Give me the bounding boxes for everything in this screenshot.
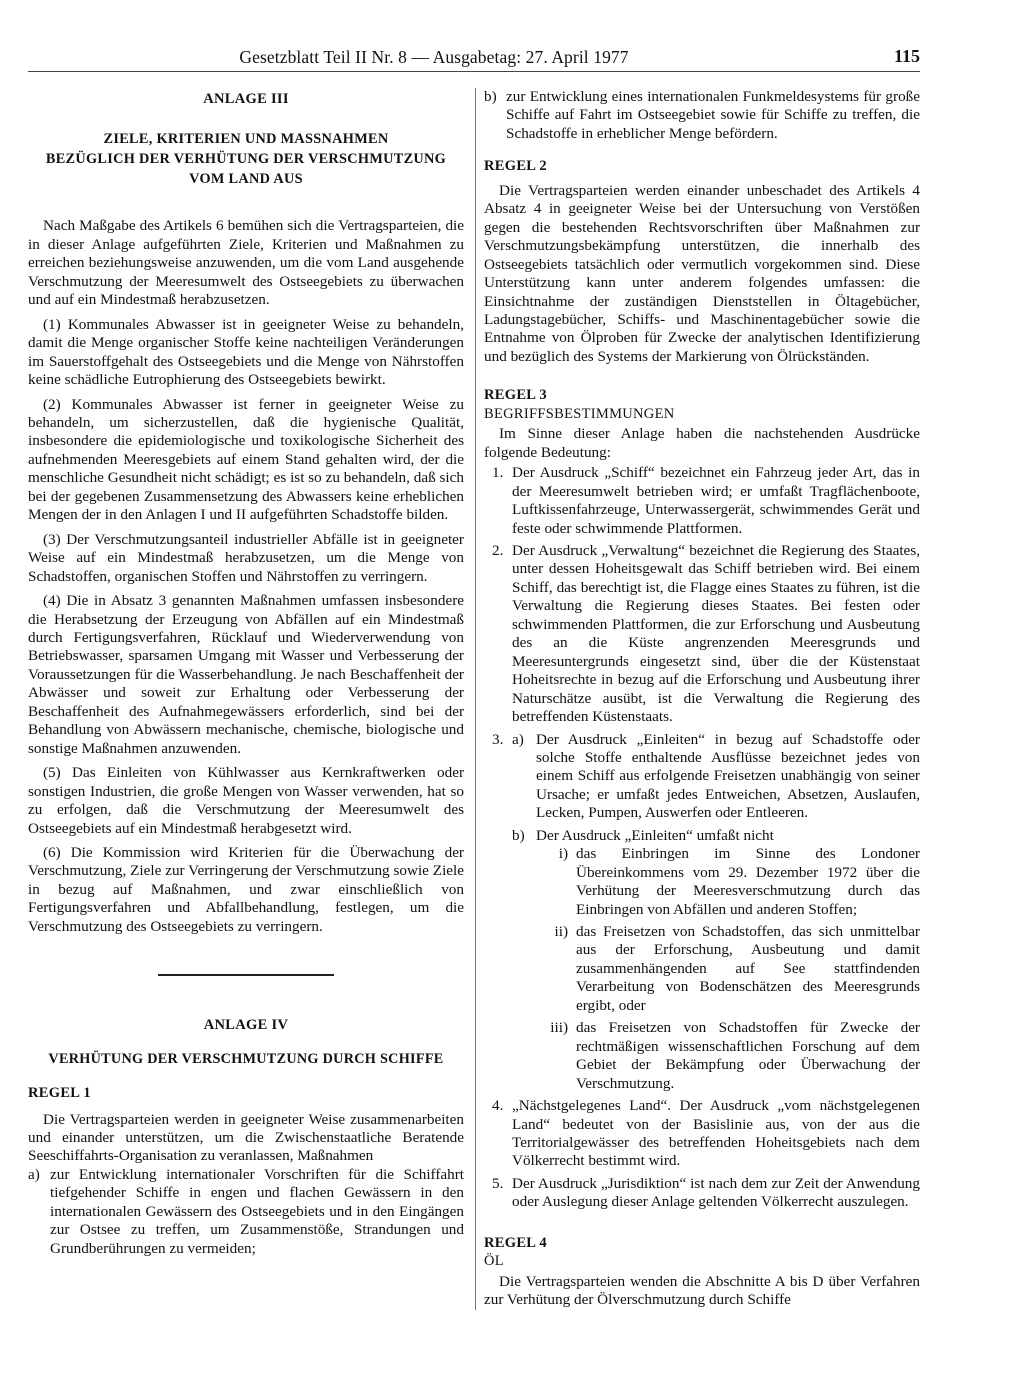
regel-3-heading: REGEL 3 bbox=[484, 387, 547, 404]
definition-5-text: Der Ausdruck „Jurisdiktion“ ist nach dem zur Zeit der Anwendung oder Auslegung dieser Anlage geltenden Völkerrecht auszulegen. bbox=[512, 1174, 920, 1211]
regel-1-item-a bbox=[28, 1166, 464, 1258]
anlage-3-paragraph-1: (1) Kommunales Abwasser ist in geeigneter Weise zu behandeln, damit die Menge organischer Stoffe keine nachteiligen Veränderungen im Sauerstoffgehalt des Ostseegebiets und die Menge von Nährstoffen keine schädliche Eutrophierung des Ostseegebiets bewirkt. bbox=[28, 315, 464, 389]
regel-4-subheading: ÖL bbox=[484, 1253, 504, 1270]
anlage-3-intro: Nach Maßgabe des Artikels 6 bemühen sich die Vertragsparteien, die in dieser Anlage aufgeführten Ziele, Kriterien und Maßnahmen zu erreichen beziehungsweise anzuwenden, um die vom Land ausgehende Verschmutzung der Meeresumwelt des Ostseegebiets zu überwachen und auf ein Mindestmaß herabzusetzen. bbox=[28, 217, 464, 309]
definition-3b-ii-label: ii) bbox=[554, 923, 568, 941]
definition-3a-label: a) bbox=[512, 730, 524, 748]
anlage-3-paragraph-4: (4) Die in Absatz 3 genannten Maßnahmen umfassen insbesondere die Herabsetzung der Erzeugung von Abfällen auf ein Mindestmaß durch Fertigungsverfahren, Rücklauf und Wiederverwendung von Betriebswasser, sparsamen Umgang mit Wasser und Verbesserung der Voraussetzungen für die Wasserbehandlung. Je nach Beschaffenheit der Abwässer und soweit zur Erhaltung oder Verbesserung der Beschaffenheit des Aufnahmegewässers erforderlich, sind bei der Behandlung von Abwässern mechanische, chemische, biologische und sonstige Maßnahmen anzuwenden. bbox=[28, 592, 464, 757]
definition-3b-iii-text: das Freisetzen von Schadstoffen für Zwecke der rechtmäßigen wissenschaftlichen Forschung auf dem Gebiet der Bekämpfung oder Überwachung der Verschmutzung. bbox=[576, 1019, 920, 1092]
definition-3a-text: Der Ausdruck „Einleiten“ in bezug auf Schadstoffe oder solche Stoffe enthaltende Ausflüsse bezeichnet jedes von einem Schiff aus erfolgende Freisetzen unabhängig von seiner Ursache; er umfaßt jedes Entweichen, Absetzen, Auslaufen, Lecken, Pumpen, Auswerfen oder Entleeren. bbox=[536, 730, 920, 822]
definition-3b bbox=[512, 827, 920, 845]
anlage-4-title: VERHÜTUNG DER VERSCHMUTZUNG DURCH SCHIFFE bbox=[48, 1050, 444, 1067]
definition-2 bbox=[484, 542, 920, 727]
regel-3-subheading: BEGRIFFSBESTIMMUNGEN bbox=[484, 405, 675, 422]
page-number: 115 bbox=[893, 46, 920, 66]
regel-1-item-b bbox=[484, 88, 920, 143]
definition-5-number: 5. bbox=[492, 1174, 504, 1192]
regel-1-item-b-label: b) bbox=[484, 88, 497, 105]
definition-5 bbox=[484, 1175, 920, 1212]
definition-3b-ii bbox=[536, 923, 920, 1015]
definition-2-text: Der Ausdruck „Verwaltung“ bezeichnet die Regierung des Staates, unter dessen Hoheitsgewalt das Schiff betrieben wird. Bei einem Schiff, das berechtigt ist, die Flagge eines Staates zu führen, ist die Verwaltung die Regierung dieses Staates. Bei festen oder schwimmenden Plattformen, die zur Erforschung und Ausbeutung des an die Küste angrenzenden Meeresgrunds und Meeresuntergrunds eingesetzt sind, über die der Küstenstaat Hoheitsrechte in bezug auf die Erforschung und Ausbeutung ihrer Naturschätze ausübt, ist die Verwaltung die Regierung des betreffenden Küstenstaats. bbox=[512, 541, 920, 726]
anlage-3-title-line-3: VOM LAND AUS bbox=[189, 171, 303, 188]
regel-3-intro: Im Sinne dieser Anlage haben die nachstehenden Ausdrücke folgende Bedeutung: bbox=[484, 425, 920, 461]
definition-1-number: 1. bbox=[492, 464, 504, 482]
regel-1-intro: Die Vertragsparteien werden in geeigneter Weise zusammenarbeiten und einander unterstützen, um die Zwischenstaatliche Beratende Seeschiffahrts-Organisation zu veranlassen, Maßnahmen bbox=[28, 1110, 464, 1165]
regel-4-heading: REGEL 4 bbox=[484, 1234, 547, 1251]
regel-1-item-b-text: zur Entwicklung eines internationalen Funkmeldesystems für große Schiffe auf Fahrt im Ostseegebiet sowie für Schiffe zu treffen, die Schadstoffe in erheblicher Menge befördern. bbox=[506, 88, 920, 142]
anlage-3-paragraph-2: (2) Kommunales Abwasser ist ferner in geeigneter Weise zu behandeln, um sicherzustellen, daß die hygienische Qualität, insbesondere die epidemiologische und toxikologische Sicherheit des aufnehmenden Meeresgebiets auf einem Stand gehalten wird, der die menschliche Gesundheit nicht schädigt; es ist so zu behandeln, daß sich bei der gegebenen Zusammensetzung des Abwassers keine erheblichen Mengen der in den Anlagen I und II aufgeführten Schadstoffe bilden. bbox=[28, 395, 464, 524]
definition-4-number: 4. bbox=[492, 1097, 504, 1115]
definition-3b-i-label: i) bbox=[558, 845, 568, 863]
left-column bbox=[28, 88, 464, 1258]
anlage-3-title-line-2: BEZÜGLICH DER VERHÜTUNG DER VERSCHMUTZUNG bbox=[45, 151, 447, 168]
definition-1 bbox=[484, 464, 920, 538]
anlage-4-heading: ANLAGE IV bbox=[203, 1017, 289, 1034]
definition-4-text: „Nächstgelegenes Land“. Der Ausdruck „vom nächstgelegenen Land“ bedeutet von der Basislinie aus, von der aus die Territorialgewässer des betreffenden Hoheitsgebiets nach dem Völkerrecht bestimmt wird. bbox=[512, 1097, 920, 1170]
definition-3b-i bbox=[536, 845, 920, 919]
column-divider bbox=[475, 88, 476, 1310]
definition-4 bbox=[484, 1097, 920, 1171]
definition-3b-iii-label: iii) bbox=[550, 1019, 568, 1037]
anlage-3-title-line-1: ZIELE, KRITERIEN UND MASSNAHMEN bbox=[103, 131, 389, 148]
regel-4-text: Die Vertragsparteien wenden die Abschnitte A bis D über Verfahren zur Verhütung der Ölverschmutzung durch Schiffe bbox=[484, 1272, 920, 1309]
anlage-3-paragraph-3: (3) Der Verschmutzungsanteil industrieller Abfälle ist in geeigneter Weise auf ein Mindestmaß herabzusetzen, um die Menge von Schadstoffen, organischen Stoffen und Nährstoffen zu verringern. bbox=[28, 530, 464, 585]
regel-1-item-a-label: a) bbox=[28, 1165, 40, 1183]
definition-3b-ii-text: das Freisetzen von Schadstoffen, das sich unmittelbar aus der Erforschung, Ausbeutung und damit zusammenhängenden auf See stattfindenden Verarbeitung von Bodenschätzen des Meeresgrunds ergibt, oder bbox=[576, 923, 920, 1014]
definition-3 bbox=[484, 731, 920, 1094]
regel-2-heading: REGEL 2 bbox=[484, 158, 547, 175]
regel-1-item-a-text: zur Entwicklung internationaler Vorschriften für die Schiffahrt tiefgehender Schiffe in engen und flachen Gewässern in den internationalen Gewässern des Ostseegebiets und in den Eingängen zur Ostsee zu treffen, um Zusammenstöße, Strandungen und Grundberührungen zu vermeiden; bbox=[50, 1165, 464, 1257]
definition-1-text: Der Ausdruck „Schiff“ bezeichnet ein Fahrzeug jeder Art, das in der Meeresumwelt betrieben wird; er umfaßt Tragflächenboote, Luftkissenfahrzeuge, Unterwassergerät, schwimmendes Gerät und feste oder schwimmende Plattformen. bbox=[512, 464, 920, 537]
regel-2-text: Die Vertragsparteien werden einander unbeschadet des Artikels 4 Absatz 4 in geeigneter Weise bei der Untersuchung von Verstößen gegen die bestehenden Rechtsvorschriften über Maßnahmen zur Verschmutzungsbekämpfung unterstützen, die innerhalb des Ostseegebiets tatsächlich oder vermutlich vorgekommen sind. Diese Unterstützung kann unter anderem folgendes umfassen: die Einsichtnahme der zuständigen Dienststellen in Öltagebücher, Ladungstagebücher, Schiffs- und Maschinentagebücher sowie die Entnahme von Ölproben für Zwecke der analytischen Identifizierung und bezüglich des Systems der Markierung von Ölrückständen. bbox=[484, 181, 920, 365]
definition-3b-i-text: das Einbringen im Sinne des Londoner Übereinkommens vom 29. Dezember 1972 über die Verhütung der Meeresverschmutzung durch das Einbringen von Abfällen und anderen Stoffen; bbox=[576, 845, 920, 918]
anlage-3-paragraph-6: (6) Die Kommission wird Kriterien für die Überwachung der Verschmutzung, Ziele zur Verringerung der Verschmutzung sowie Ziele in bezug auf Maßnahmen, und zwar einschließlich von Fertigungsverfahren und Abfallbehandlung, festlegen, um die Verschmutzung des Ostseegebiets zu verringern. bbox=[28, 843, 464, 935]
anlage-3-heading: ANLAGE III bbox=[203, 91, 289, 107]
definition-2-number: 2. bbox=[492, 541, 504, 559]
page-header bbox=[28, 47, 920, 72]
definition-3b-text: Der Ausdruck „Einleiten“ umfaßt nicht bbox=[536, 826, 774, 844]
anlage-3-paragraph-5: (5) Das Einleiten von Kühlwasser aus Kernkraftwerken oder sonstigen Industrien, die große Mengen von Wasser verwenden, hat so zu erfolgen, daß die Verschmutzung der Meeresumwelt des Ostseegebiets auf ein Mindestmaß herabgesetzt wird. bbox=[28, 764, 464, 837]
definition-3b-label: b) bbox=[512, 826, 525, 844]
regel-1-heading: REGEL 1 bbox=[28, 1085, 91, 1102]
right-column bbox=[484, 88, 920, 1310]
definition-3b-iii bbox=[536, 1019, 920, 1093]
header-title: Gesetzblatt Teil II Nr. 8 — Ausgabetag: 27. April 1977 bbox=[239, 47, 629, 67]
definition-3-number: 3. bbox=[492, 730, 504, 748]
definition-3a bbox=[512, 731, 920, 823]
